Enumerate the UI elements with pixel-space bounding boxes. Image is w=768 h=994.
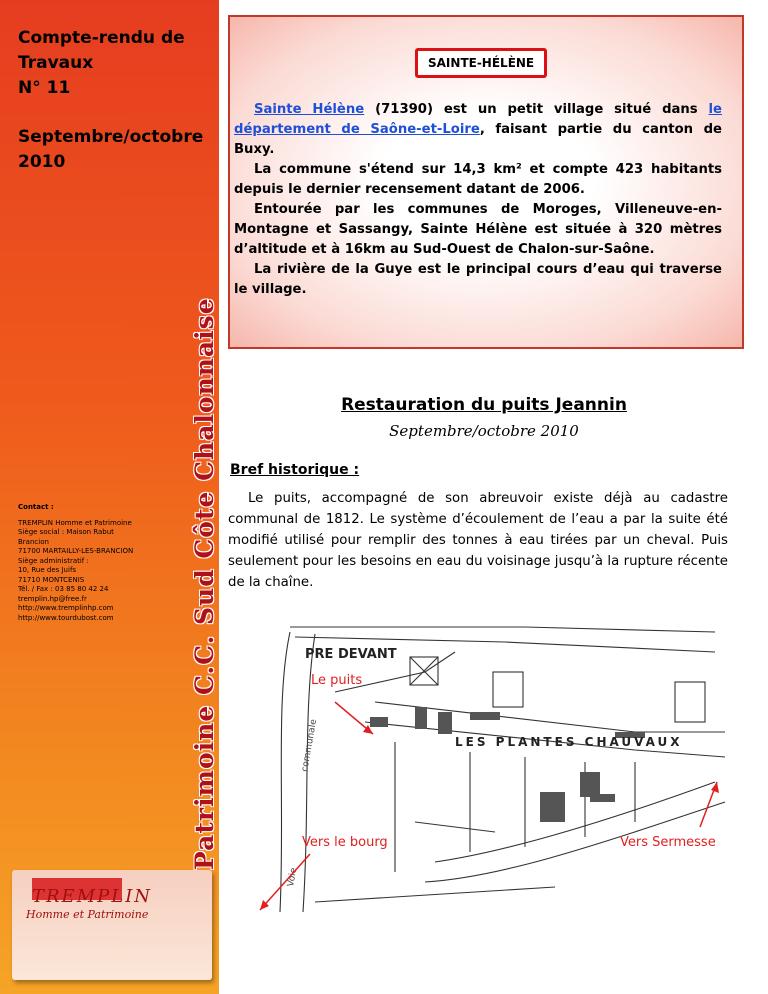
- tremplin-logo: [12, 870, 212, 980]
- contact-line: 71700 MARTAILLY-LES-BRANCION: [18, 547, 134, 555]
- map-linework: [280, 627, 725, 912]
- vertical-banner-title: Patrimoine C.C. Sud Côte Chalonnaise: [190, 297, 219, 870]
- intro-text: [234, 100, 722, 300]
- intro-text-segment: (71390) est un petit village situé dans: [364, 102, 709, 117]
- intro-paragraph: Entourée par les communes de Moroges, Villeneuve-en-Montagne et Sassangy, Sainte Hélène est située à 320 mètres d’altitude et à 16km au Sud-Ouest de Chalon-sur-Saône.: [234, 202, 722, 257]
- logo-subtitle: Homme et Patrimoine: [26, 908, 149, 921]
- contact-line: TREMPLIN Homme et Patrimoine: [18, 518, 132, 527]
- contact-line: Tél. / Fax : 03 85 80 42 24: [18, 585, 109, 593]
- contact-block: [18, 503, 188, 623]
- document-period: Septembre/octobre 2010: [18, 127, 204, 172]
- label-le-puits: Le puits: [311, 673, 363, 688]
- intro-box: [228, 15, 744, 349]
- town-sign: SAINTE-HÉLÈNE: [415, 48, 547, 78]
- arrow-bourg: [260, 854, 310, 910]
- logo-name: TREMPLIN: [32, 886, 153, 907]
- contact-line: Siège administratif :: [18, 556, 89, 565]
- place-plantes-chauvaux: LES PLANTES CHAUVAUX: [455, 735, 683, 749]
- road-label-communale: communale: [300, 718, 320, 773]
- article-subtitle: Septembre/octobre 2010: [389, 422, 579, 440]
- contact-email[interactable]: tremplin.hp@free.fr: [18, 594, 87, 603]
- place-pre-devant: PRE DEVANT: [305, 647, 397, 662]
- contact-label: Contact :: [18, 503, 54, 511]
- contact-line: Siège social : Maison Rabut: [18, 528, 114, 536]
- sidebar: [0, 0, 219, 994]
- link-sainte-helene[interactable]: Sainte Hélène: [254, 102, 365, 117]
- label-vers-sermesse: Vers Sermesse: [620, 835, 716, 850]
- arrow-head-icon: [711, 782, 719, 793]
- section-heading: Bref historique :: [230, 462, 360, 478]
- history-paragraph: Le puits, accompagné de son abreuvoir existe déjà au cadastre communal de 1812. Le système d’écoulement de l’eau a par la suite été modifié utilisé pour remplir des tonnes à eau tirées par un cheval. Puis seulement pour les besoins en eau du voisinage jusqu’à la rupture récente de la chaîne.: [228, 491, 728, 590]
- label-vers-le-bourg: Vers le bourg: [302, 835, 388, 850]
- intro-paragraph: La rivière de la Guye est le principal cours d’eau qui traverse le village.: [234, 262, 722, 297]
- contact-line: 10, Rue des Juifs: [18, 566, 77, 574]
- link-departement[interactable]: le département de Saône-et-Loire: [234, 102, 722, 137]
- contact-website[interactable]: http://www.tremplinhp.com: [18, 604, 114, 612]
- road-label-voie: Voie: [286, 867, 300, 888]
- intro-paragraph: La commune s'étend sur 14,3 km² et compte 423 habitants depuis le dernier recensement datant de 2006.: [234, 162, 722, 197]
- map-buildings: [370, 707, 645, 822]
- document-title: Compte-rendu de Travaux N° 11: [18, 28, 185, 98]
- contact-website[interactable]: http://www.tourdubost.com: [18, 613, 114, 622]
- cadastral-map: [255, 622, 745, 922]
- contact-line: Brancion: [18, 537, 49, 546]
- article-title: Restauration du puits Jeannin: [341, 395, 627, 415]
- intro-paragraph: [234, 100, 722, 160]
- intro-text-segment: , faisant partie du canton de Buxy.: [234, 122, 722, 157]
- contact-line: 71710 MONTCENIS: [18, 575, 85, 584]
